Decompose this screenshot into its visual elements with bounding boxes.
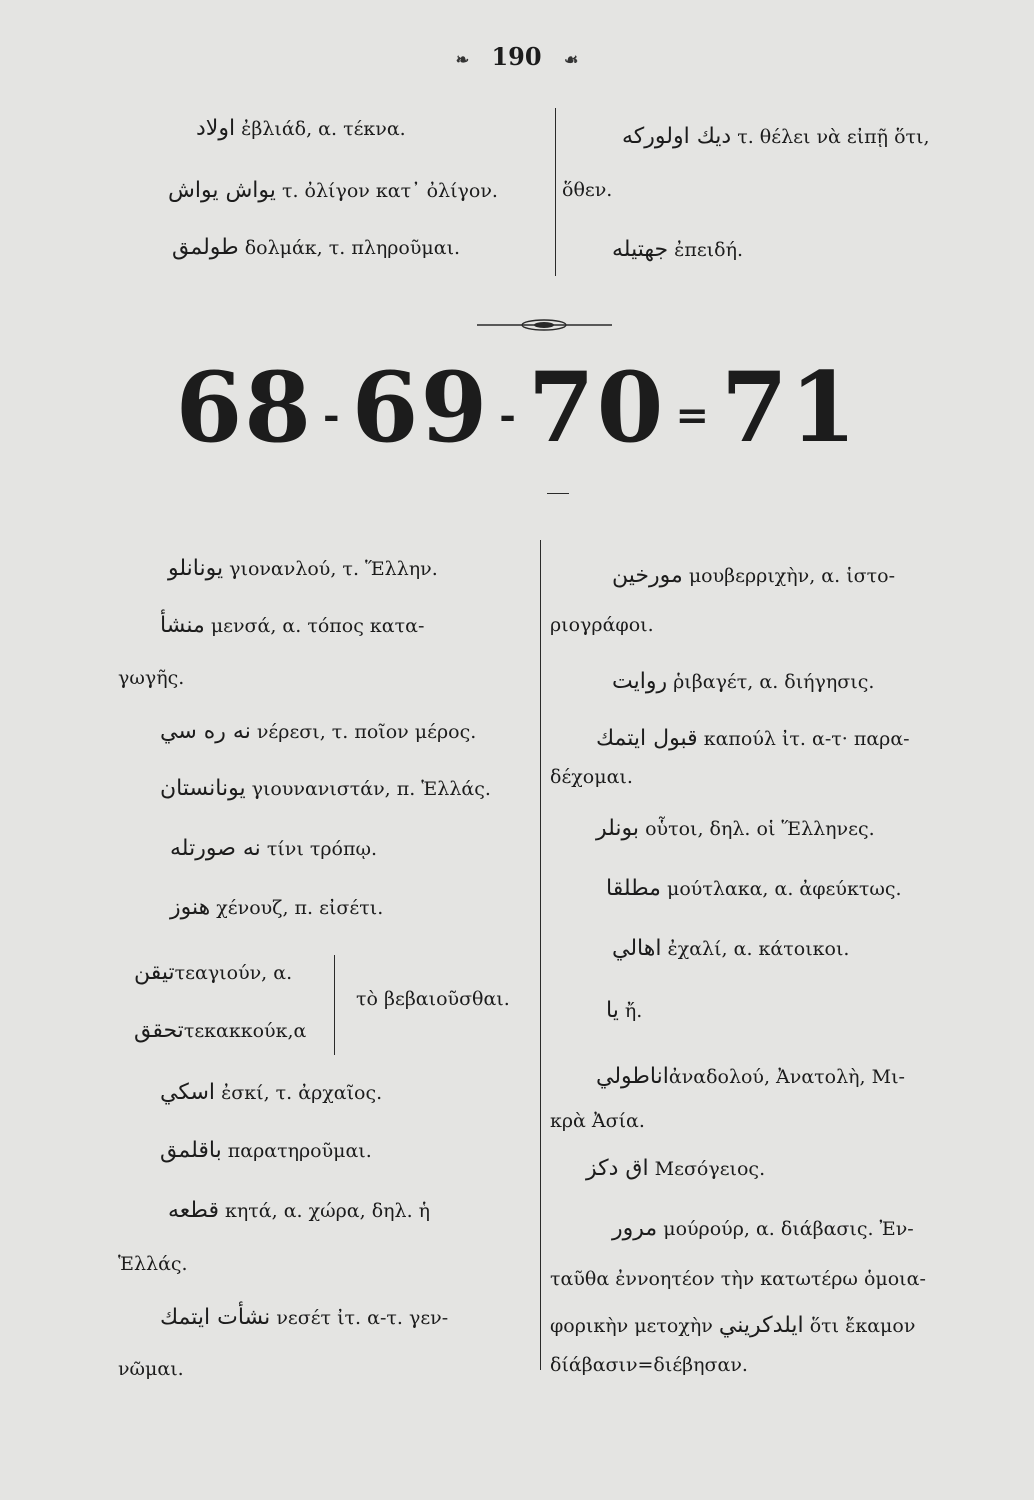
entry: φορικὴν μετοχὴν ايلدكريني ὅτι ἔκαμον [550,1313,916,1338]
main-column-divider [540,540,541,1370]
top-column-divider [555,108,556,276]
entry: قبول ايتمك καπούλ ἰτ. α-τ· παρα- [596,726,910,751]
entry: نه صورتله τίνι τρόπῳ. [170,836,377,861]
entry: نه ره سي νέρεσι, τ. ποῖον μέρος. [160,719,477,744]
entry: يا ἤ. [606,998,643,1023]
entry: باقلمق παρατηροῦμαι. [160,1138,372,1163]
entry: اسكي ἐσκί, τ. ἀρχαῖος. [160,1080,383,1105]
entry: نشأت ايتمك νεσέτ ἰτ. α-τ. γεν- [160,1305,449,1330]
left-ornament-icon: ❧ [455,50,470,69]
entry: ديك اولوركه τ. θέλει νὰ εἰπῇ ὅτι, [622,124,930,149]
entry: هنوز χένουζ, π. εἰσέτι. [170,895,384,920]
entry: يونانستان γιουνανιστάν, π. Ἑλλάς. [160,776,491,801]
page-number: 190 [491,42,542,71]
bracket-meaning: τὸ βεβαιοῦσθαι. [356,988,510,1010]
entry: ὅθεν. [562,179,613,201]
section-title: 68 - 69 - 70 = 71 [175,351,859,464]
entry: νῶμαι. [118,1358,184,1380]
ornamental-separator-icon [477,318,612,332]
entry: قطعه κητά, α. χώρα, δηλ. ἡ [168,1198,431,1223]
entry: منشأ μενσά, α. τόπος κατα- [160,613,425,638]
entry: κρὰ Ἀσία. [550,1110,645,1132]
bracket-line [334,955,335,1055]
entry: δέχομαι. [550,766,633,788]
short-rule [547,493,569,494]
entry: γωγῆς. [118,667,185,689]
entry: طولمق δολμάκ, τ. πληροῦμαι. [172,235,461,260]
entry: اولاد ἐβλιάδ, α. τέκνα. [196,116,406,141]
entry: اق دكز Μεσόγειος. [586,1156,766,1181]
entry: تحققτεκακκούκ,α [134,1018,307,1043]
entry: بونلر οὗτοι, δηλ. οἱ Ἕλληνες. [596,816,875,841]
entry: اهالي ἐχαλί, α. κάτοικοι. [612,936,850,961]
entry: ριογράφοι. [550,614,654,636]
entry: يونانلو γιονανλού, τ. Ἕλλην. [168,556,438,581]
entry: جهتيله ἐπειδή. [612,237,743,262]
page-header [0,42,1034,71]
entry: روايت ῥιβαγέτ, α. διήγησις. [612,669,875,694]
entry: تيقنτεαγιούν, α. [134,960,293,985]
entry: مطلقا μούτλακα, α. ἀφεύκτως. [606,876,902,901]
entry: يواش يواش τ. ὀλίγον κατ᾽ ὀλίγον. [168,178,498,203]
entry: مورخين μουβερριχὴν, α. ἱστο- [612,563,895,588]
entry: Ἑλλάς. [118,1253,188,1275]
right-ornament-icon: ☙ [563,50,579,69]
entry: اناطوليἀναδολού, Ἀνατολὴ, Μι- [596,1064,905,1089]
entry: مرور μούρούρ, α. διάβασις. Ἐν- [612,1216,914,1241]
entry: ταῦθα ἐννοητέον τὴν κατωτέρω ὁμοια- [550,1268,926,1290]
entry: δίάβασιν=διέβησαν. [550,1354,748,1376]
